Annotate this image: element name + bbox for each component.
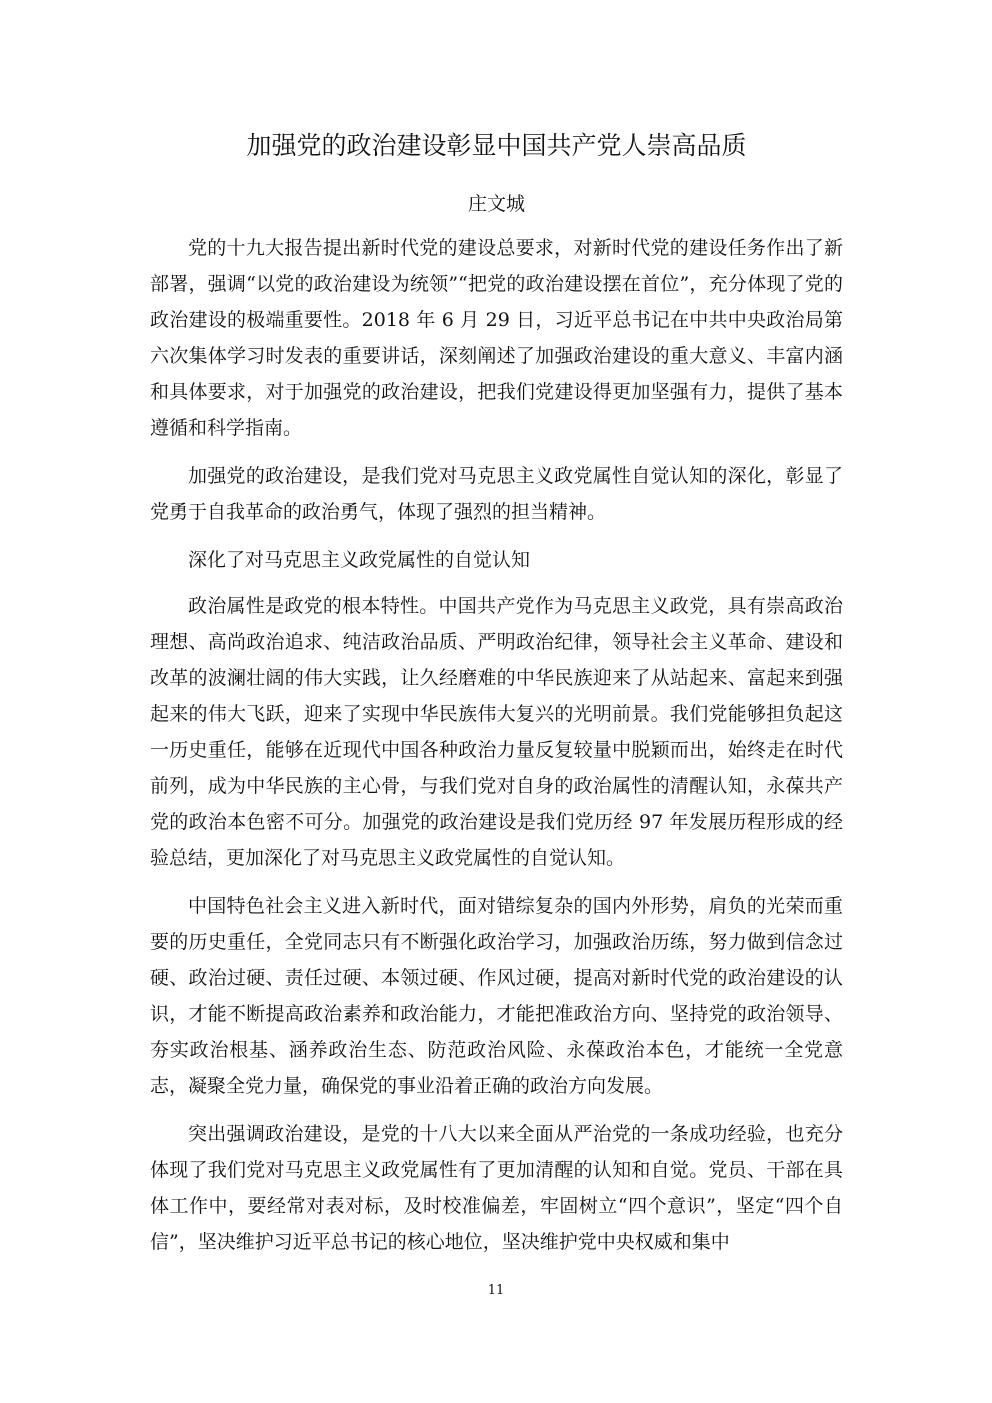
paragraph-1: 党的十九大报告提出新时代党的建设总要求，对新时代党的建设任务作出了新部署，强调“以党的政治建设为统领”“把党的政治建设摆在首位”，充分体现了党的政治建设的极端重要性。2018 年 6 月 29 日，习近平总书记在中共中央政治局第六次集体学习时发表的重要讲话，深刻阐述了加强政治建设的重大意义、丰富内涵和具体要求，对于加强党的政治建设，把我们党建设得更加坚强有力，提供了基本遵循和科学指南。 xyxy=(150,237,843,439)
document-page xyxy=(150,118,843,1272)
section-heading: 深化了对马克思主义政党属性的自觉认知 xyxy=(188,549,531,571)
page-number: 11 xyxy=(487,1283,505,1298)
document-title: 加强党的政治建设彰显中国共产党人崇高品质 xyxy=(246,131,747,160)
paragraph-4: 中国特色社会主义进入新时代，面对错综复杂的国内外形势，肩负的光荣而重要的历史重任，全党同志只有不断强化政治学习，加强政治历练，努力做到信念过硬、政治过硬、责任过硬、本领过硬、作风过硬，提高对新时代党的政治建设的认识，才能不断提高政治素养和政治能力，才能把准政治方向、坚持党的政治领导、夯实政治根基、涵养政治生态、防范政治风险、永葆政治本色，才能统一全党意志，凝聚全党力量，确保党的事业沿着正确的政治方向发展。 xyxy=(150,895,843,1097)
paragraph-2: 加强党的政治建设，是我们党对马克思主义政党属性自觉认知的深化，彰显了党勇于自我革命的政治勇气，体现了强烈的担当精神。 xyxy=(150,465,843,523)
author-name: 庄文城 xyxy=(467,193,525,215)
paragraph-5: 突出强调政治建设，是党的十八大以来全面从严治党的一条成功经验，也充分体现了我们党对马克思主义政党属性有了更加清醒的认知和自觉。党员、干部在具体工作中，要经常对表对标，及时校准偏差，牢固树立“四个意识”，坚定“四个自信”，坚决维护习近平总书记的核心地位，坚决维护党中央权威和集中 xyxy=(150,1123,843,1253)
paragraph-3: 政治属性是政党的根本特性。中国共产党作为马克思主义政党，具有崇高政治理想、高尚政治追求、纯洁政治品质、严明政治纪律，领导社会主义革命、建设和改革的波澜壮阔的伟大实践，让久经磨难的中华民族迎来了从站起来、富起来到强起来的伟大飞跃，迎来了实现中华民族伟大复兴的光明前景。我们党能够担负起这一历史重任，能够在近现代中国各种政治力量反复较量中脱颖而出，始终走在时代前列，成为中华民族的主心骨，与我们党对自身的政治属性的清醒认知，永葆共产党的政治本色密不可分。加强党的政治建设是我们党历经 97 年发展历程形成的经验总结，更加深化了对马克思主义政党属性的自觉认知。 xyxy=(150,595,843,869)
